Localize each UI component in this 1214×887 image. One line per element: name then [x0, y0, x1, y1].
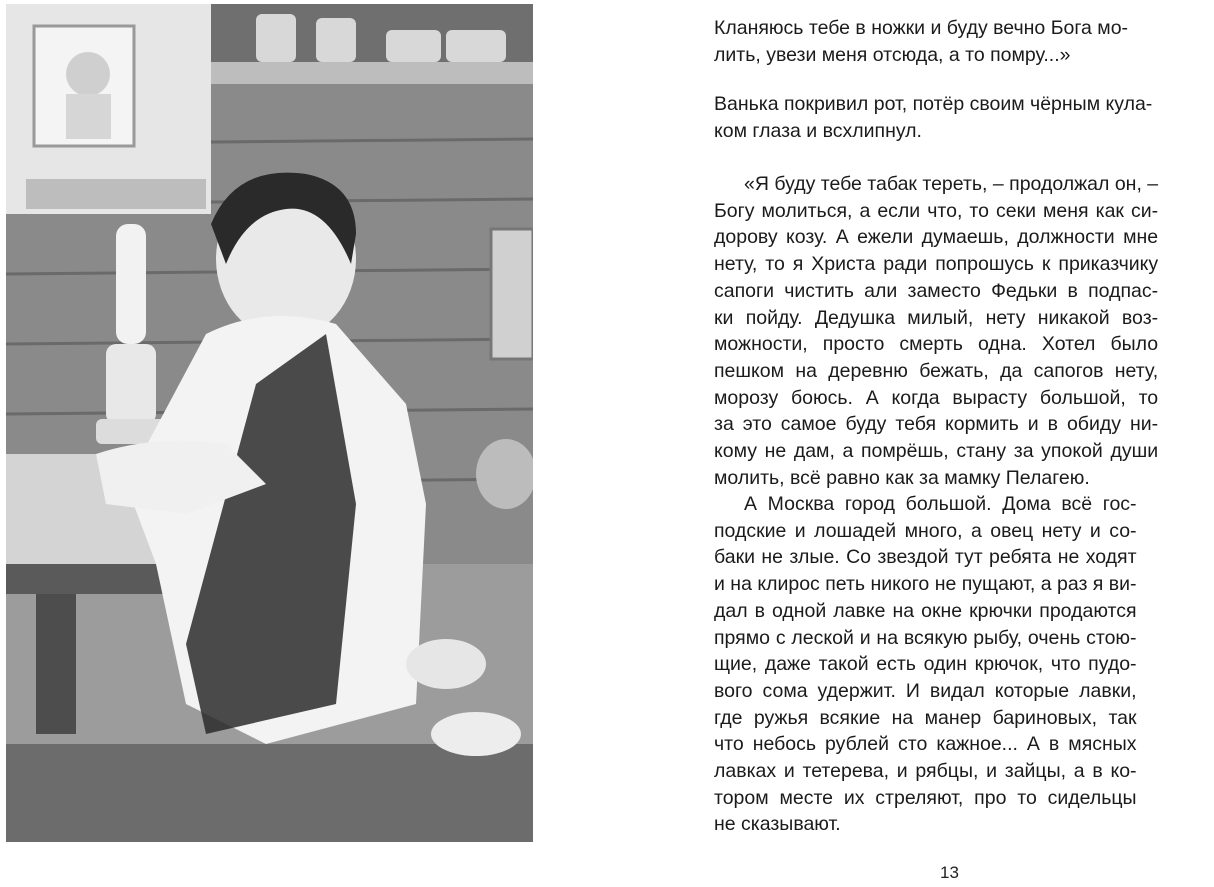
boy-writing-letter-illustration [6, 4, 533, 842]
text-line: кому не дам, а помрёшь, стану за упокой души [714, 440, 1159, 463]
text-line: Богу молиться, а если что, то секи меня как си- [714, 199, 1159, 222]
text-line: ки пойду. Дедушка милый, нету никакой воз- [714, 306, 1159, 329]
text-line: морозу боюсь. А когда вырасту большой, то [714, 386, 1159, 409]
paragraph-3 [714, 171, 1158, 491]
text-line: прямо с леской и на всякую рыбу, очень стою- [714, 626, 1137, 649]
text-line: можности, просто смерть одна. Хотел было [714, 333, 1159, 356]
text-line: где ружья всякие на манер бариновых, так [714, 706, 1137, 729]
text-line: щие, даже такой есть один крючок, что пудо- [714, 653, 1137, 676]
paragraph-1 [714, 15, 1128, 68]
text-line: Ванька покривил рот, потёр своим чёрным кула- [714, 93, 1153, 115]
text-line: нету, то я Христа ради попрошусь к приказчику [714, 253, 1159, 276]
paragraph-4 [714, 491, 1137, 838]
text-line: дал в одной лавке на окне крючки продаются [714, 599, 1137, 622]
paragraph-2 [714, 91, 1152, 144]
text-line: лить, увези меня отсюда, а то помру...» [714, 43, 1071, 66]
text-line: дорову козу. А ежели думаешь, должности мне [714, 226, 1159, 249]
text-line: Кланяюсь тебе в ножки и буду вечно Бога мо- [714, 17, 1129, 39]
page-number: 13 [940, 863, 959, 882]
text-line: и на клирос петь никого не пущают, а раз я ви- [714, 573, 1137, 596]
text-line: лавках и тетерева, и рябцы, и зайцы, а в ко- [714, 760, 1137, 783]
illustration [6, 4, 533, 842]
text-line: ком глаза и всхлипнул. [714, 119, 922, 142]
text-line: подские и лошадей много, а овец нету и со- [714, 519, 1137, 542]
text-line: сапоги чистить али заместо Федьки в подпас- [714, 279, 1159, 302]
text-line: вого сома удержит. И видал которые лавки, [714, 679, 1137, 702]
text-line: тором месте их стреляют, про то сидельцы [714, 786, 1137, 809]
text-line: не сказывают. [714, 813, 841, 836]
text-line: баки не злые. Со звездой тут ребята не ходят [714, 546, 1137, 569]
text-line: пешком на деревню бежать, да сапогов нету, [714, 359, 1159, 382]
text-line: «Я буду тебе табак тереть, – продолжал он, – [744, 173, 1159, 195]
text-line: А Москва город большой. Дома всё гос- [744, 493, 1137, 515]
text-line: что небось рублей сто кажное... А в мясных [714, 733, 1137, 756]
text-line: молить, всё равно как за мамку Пелагею. [714, 466, 1090, 489]
text-line: за это самое буду тебя кормить и в обиду ни- [714, 413, 1159, 436]
